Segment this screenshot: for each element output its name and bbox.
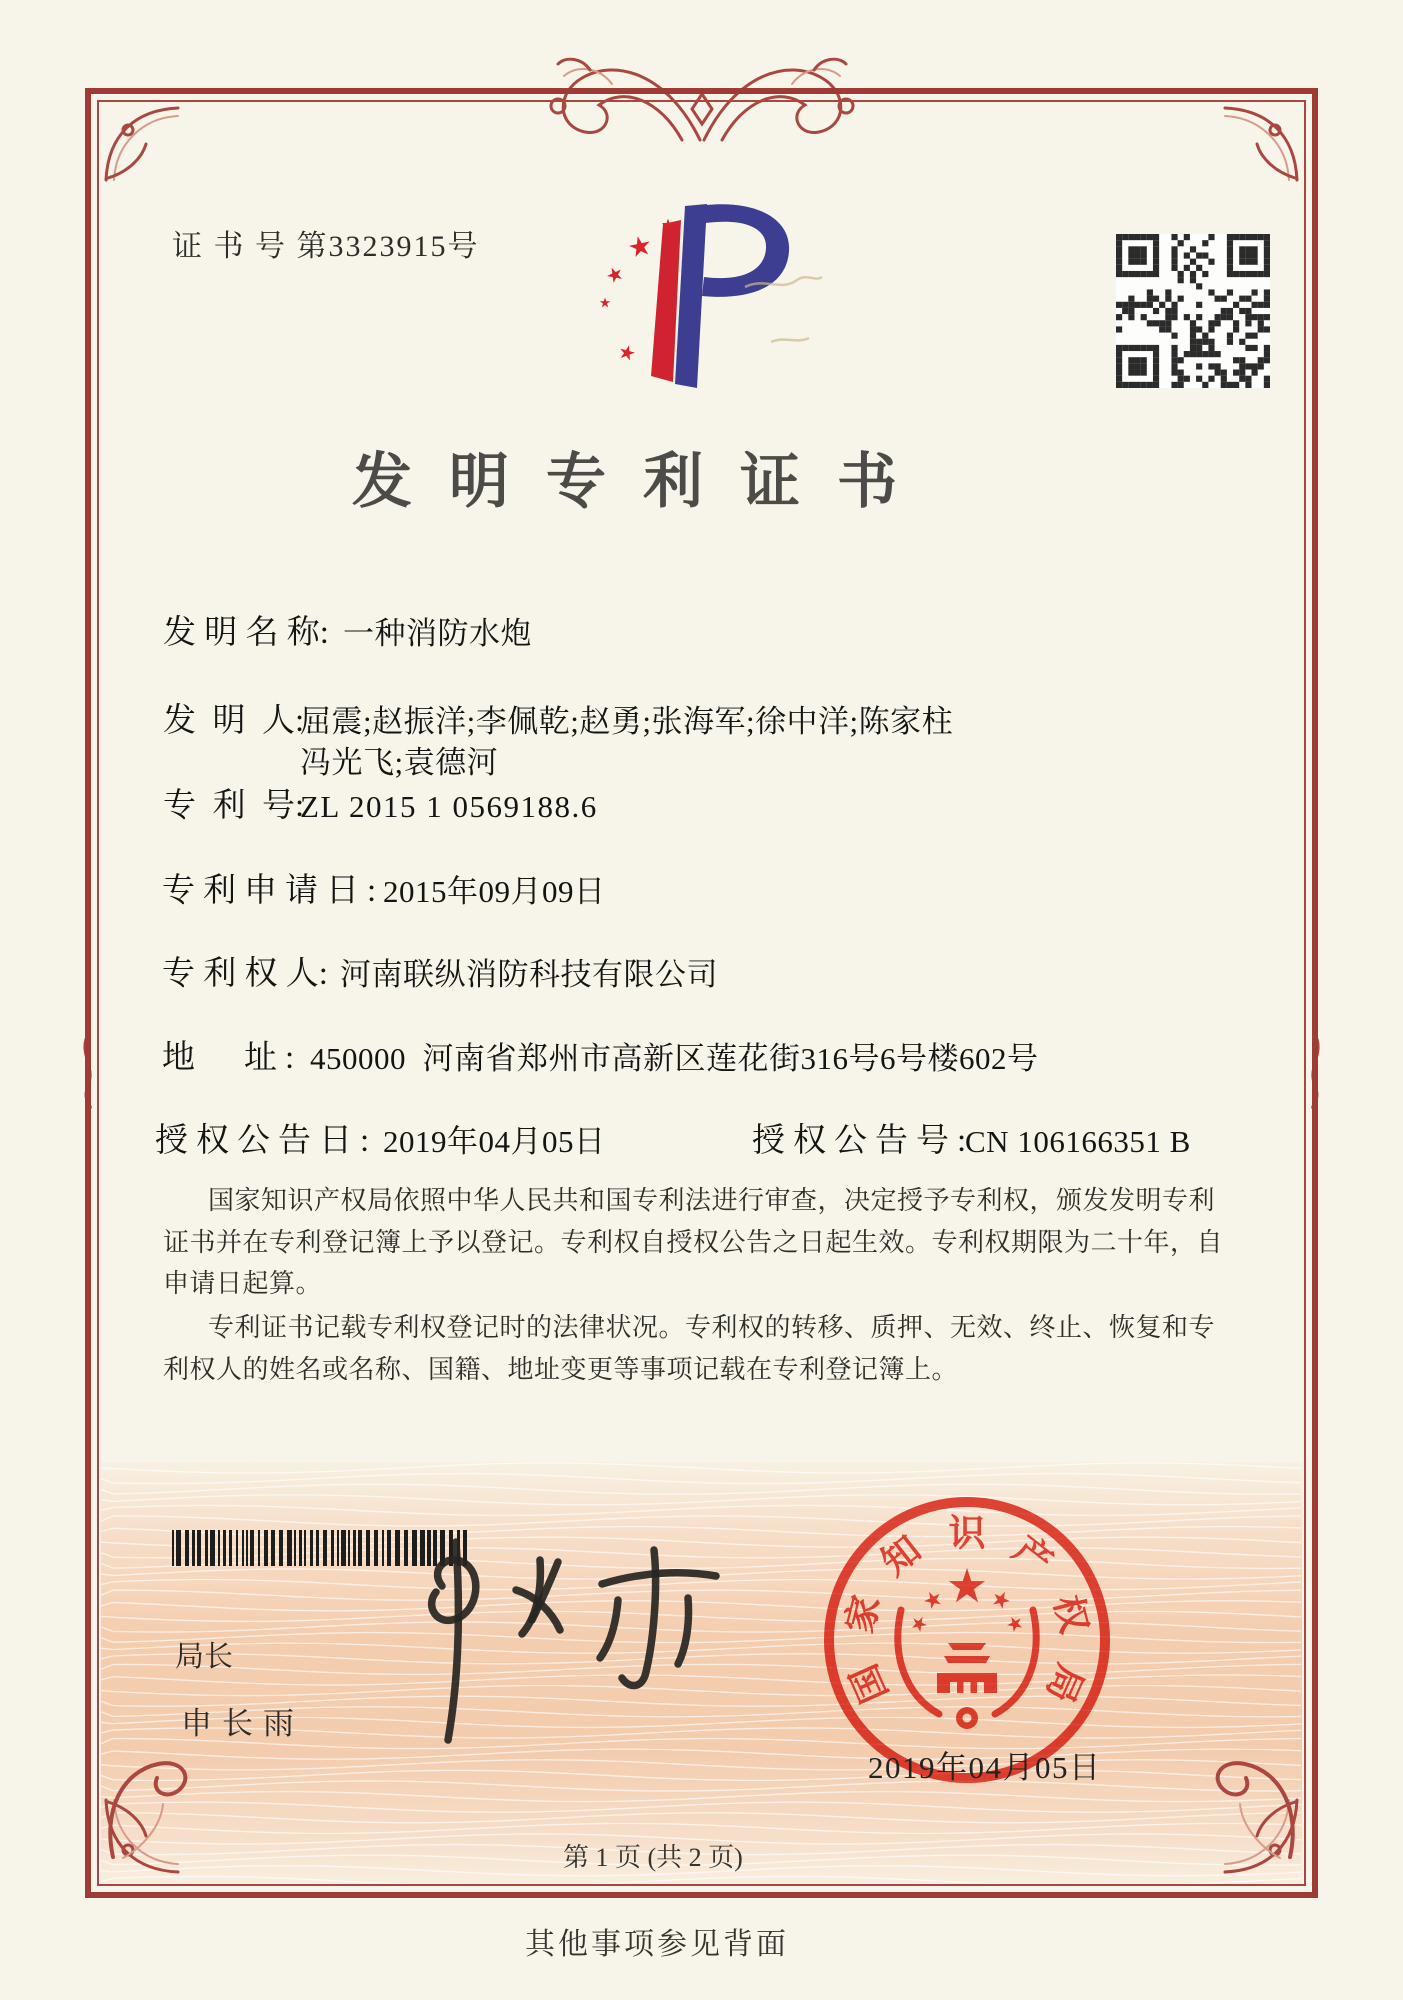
- seal-date: 2019年04月05日: [868, 1750, 1102, 1785]
- legal-paragraph2-line2: 利权人的姓名或名称、国籍、地址变更等事项记载在专利登记簿上。: [163, 1355, 959, 1384]
- field-value-grant-date: 2019年04月05日: [383, 1124, 606, 1159]
- svg-text:权: 权: [1045, 1591, 1095, 1638]
- field-value-patent-number: ZL 2015 1 0569188.6: [300, 789, 598, 824]
- field-value-inventors-line1: 屈震;赵振洋;李佩乾;赵勇;张海军;徐中洋;陈家柱: [300, 704, 954, 739]
- field-label-filing-date: 专利申请日:: [162, 873, 385, 909]
- qr-code-icon: [1116, 234, 1270, 388]
- field-label-grant-date: 授权公告日:: [155, 1123, 378, 1159]
- legal-paragraph1-line3: 申请日起算。: [163, 1269, 323, 1298]
- field-label-invention-name: 发 明 名 称:: [163, 615, 329, 651]
- svg-text:国: 国: [843, 1657, 897, 1709]
- certificate-title: 发明专利证书: [352, 449, 934, 515]
- legal-paragraph1-line1: 国家知识产权局依照中华人民共和国专利法进行审查，决定授予专利权，颁发发明专利: [208, 1186, 1216, 1215]
- field-value-patentee: 河南联纵消防科技有限公司: [340, 957, 718, 992]
- field-value-address: 450000 河南省郑州市高新区莲花街316号6号楼602号: [310, 1041, 1039, 1076]
- field-label-grant-number: 授权公告号:: [752, 1123, 975, 1159]
- svg-text:知: 知: [874, 1528, 929, 1585]
- field-label-patent-number: 专 利 号:: [163, 788, 305, 824]
- svg-text:家: 家: [839, 1591, 889, 1638]
- field-label-address: 地 址:: [162, 1040, 303, 1076]
- page-number: 第 1 页 (共 2 页): [563, 1843, 743, 1872]
- field-label-patentee: 专 利 权 人:: [162, 956, 328, 992]
- national-emblem: [898, 1568, 1036, 1729]
- back-side-note: 其他事项参见背面: [525, 1928, 789, 1961]
- director-signature: [390, 1532, 750, 1752]
- field-value-filing-date: 2015年09月09日: [383, 874, 606, 909]
- director-printed-name: 申长雨: [181, 1706, 304, 1741]
- director-title: 局长: [175, 1641, 234, 1673]
- svg-text:识: 识: [948, 1513, 986, 1555]
- field-value-invention-name: 一种消防水炮: [343, 616, 532, 651]
- star-p-patent-logo-icon: [585, 192, 825, 402]
- certificate-number: 证 书 号 第3323915号: [172, 230, 480, 263]
- field-label-inventors: 发 明 人:: [163, 703, 305, 739]
- field-value-inventors-line2: 冯光飞;袁德河: [300, 745, 499, 780]
- field-value-grant-number: CN 106166351 B: [965, 1124, 1191, 1159]
- legal-paragraph2-line1: 专利证书记载专利权登记时的法律状况。专利权的转移、质押、无效、终止、恢复和专: [208, 1313, 1216, 1342]
- legal-paragraph1-line2: 证书并在专利登记簿上予以登记。专利权自授权公告之日起生效。专利权期限为二十年，自: [163, 1228, 1224, 1257]
- svg-text:产: 产: [1005, 1528, 1060, 1585]
- national-emblem-seal-icon: [817, 1490, 1117, 1790]
- svg-text:局: 局: [1037, 1657, 1091, 1709]
